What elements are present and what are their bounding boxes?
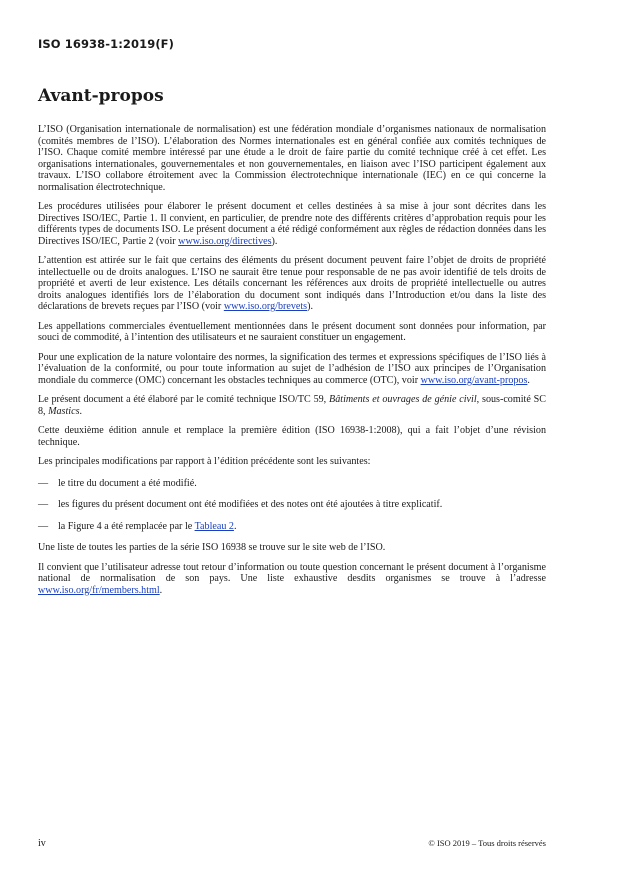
paragraph-committee — [38, 394, 546, 417]
dash-marker: — — [38, 477, 49, 489]
paragraph-text: . — [159, 584, 163, 596]
paragraph-iso-intro — [38, 124, 546, 193]
section-title: Avant-propos — [38, 86, 164, 106]
paragraph-voluntary-nature — [38, 352, 546, 387]
foreword-link[interactable]: www.iso.org/avant-propos — [420, 374, 528, 386]
dash-marker: — — [38, 520, 49, 532]
paragraph-text: Pour une explication de la nature volontaire des normes, la signification des termes et expressions spécifiques de l’ISO liés à l’évaluation de la conformité, ou pour toute information au sujet de l’adhésion de l’ISO aux principes de l’Organisation mondiale du commerce (OMC) concernant les obstacles techniques au commerce (OTC), voir — [38, 351, 546, 386]
copyright-notice: © ISO 2019 – Tous droits réservés — [428, 838, 546, 848]
paragraph-text: L’attention est attirée sur le fait que certains des éléments du présent document peuvent faire l’objet de droits de propriété intellectuelle ou de droits analogues. L’ISO ne saurait être tenue pour responsable de ne pas avoir identifié de tels droits de propriété et averti de leur existence. Les détails concernant les références aux droits de propriété intellectuelle ou autres droits analogues identifiés lors de l’élaboration du document sont indiqués dans l’Introduction et/ou dans la liste des déclarations de brevets reçues par l’ISO (voir — [38, 255, 546, 312]
paragraph-text: Il convient que l’utilisateur adresse tout retour d’information ou toute question concernant le présent document à l’organisme national de normalisation de son pays. Une liste exhaustive desdits organismes se trouve à l’adresse — [38, 561, 546, 584]
list-item-text: les figures du présent document ont été modifiées et des notes ont été ajoutées à titre explicatif. — [58, 499, 443, 510]
paragraph-text: Les appellations commerciales éventuellement mentionnées dans le présent document sont données pour information, par souci de commodité, à l’intention des utilisateurs et ne sauraient constituer un engagement. — [38, 320, 546, 343]
list-item-text: le titre du document a été modifié. — [58, 477, 197, 489]
paragraph-text: , sous-comité SC 8, — [38, 394, 546, 417]
paragraph-series-parts — [38, 542, 546, 554]
paragraph-text: L’ISO (Organisation internationale de normalisation) est une fédération mondiale d’organismes nationaux de normalisation (comités membres de l’ISO). L’élaboration des Normes internationales est en général confiée aux comités techniques de l’ISO. Chaque comité membre intéressé par une étude a le droit de faire partie du comité technique créé à cet effet. Les organisations internationales, gouvernementales et non gouvernementales, en liaison avec l’ISO participent également aux travaux. L’ISO collabore étroitement avec la Commission électrotechnique internationale (IEC) en ce qui concerne la normalisation électrotechnique. — [38, 124, 546, 193]
paragraph-text: Les procédures utilisées pour élaborer le présent document et celles destinées à sa mise à jour sont décrites dans les Directives ISO/IEC, Partie 1. Il convient, en particulier, de prendre note des différents critères d’approbation requis pour les différents types de documents ISO. Le présent document a été rédigé conformément aux règles de rédaction données dans les Directives ISO/IEC, Partie 2 (voir — [38, 201, 546, 247]
paragraph-text: Une liste de toutes les parties de la série ISO 16938 se trouve sur le site web de l’ISO. — [38, 542, 386, 553]
document-body — [38, 124, 546, 604]
committee-title: Bâtiments et ouvrages de génie civil — [329, 394, 477, 405]
paragraph-text: ). — [307, 301, 313, 312]
document-code: ISO 16938-1:2019(F) — [38, 37, 174, 51]
paragraph-procedures — [38, 201, 546, 247]
dash-marker: — — [38, 499, 49, 510]
paragraph-text: . — [527, 374, 530, 386]
list-item — [38, 478, 546, 490]
list-item — [38, 499, 546, 511]
list-item-text: la Figure 4 a été remplacée par le — [58, 520, 195, 532]
members-link[interactable]: www.iso.org/fr/members.html — [38, 584, 160, 596]
list-item — [38, 521, 546, 533]
page-number: iv — [38, 838, 46, 849]
table-2-link[interactable]: Tableau 2 — [194, 520, 234, 532]
paragraph-text: Les principales modifications par rapport à l’édition précédente sont les suivantes: — [38, 456, 371, 467]
paragraph-changes-intro — [38, 456, 546, 468]
paragraph-edition — [38, 425, 546, 448]
subcommittee-title: Mastics — [48, 405, 80, 417]
paragraph-text: Cette deuxième édition annule et remplace la première édition (ISO 16938-1:2008), qui a fait l’objet d’une révision technique. — [38, 425, 546, 448]
patents-link[interactable]: www.iso.org/brevets — [223, 301, 308, 312]
paragraph-trade-names — [38, 321, 546, 344]
paragraph-feedback — [38, 562, 546, 597]
paragraph-text: . — [79, 405, 83, 417]
paragraph-text: ). — [271, 235, 278, 247]
paragraph-patents — [38, 255, 546, 313]
directives-link[interactable]: www.iso.org/directives — [178, 235, 272, 247]
list-item-text: . — [233, 520, 237, 532]
paragraph-text: Le présent document a été élaboré par le comité technique ISO/TC 59, — [38, 394, 330, 405]
